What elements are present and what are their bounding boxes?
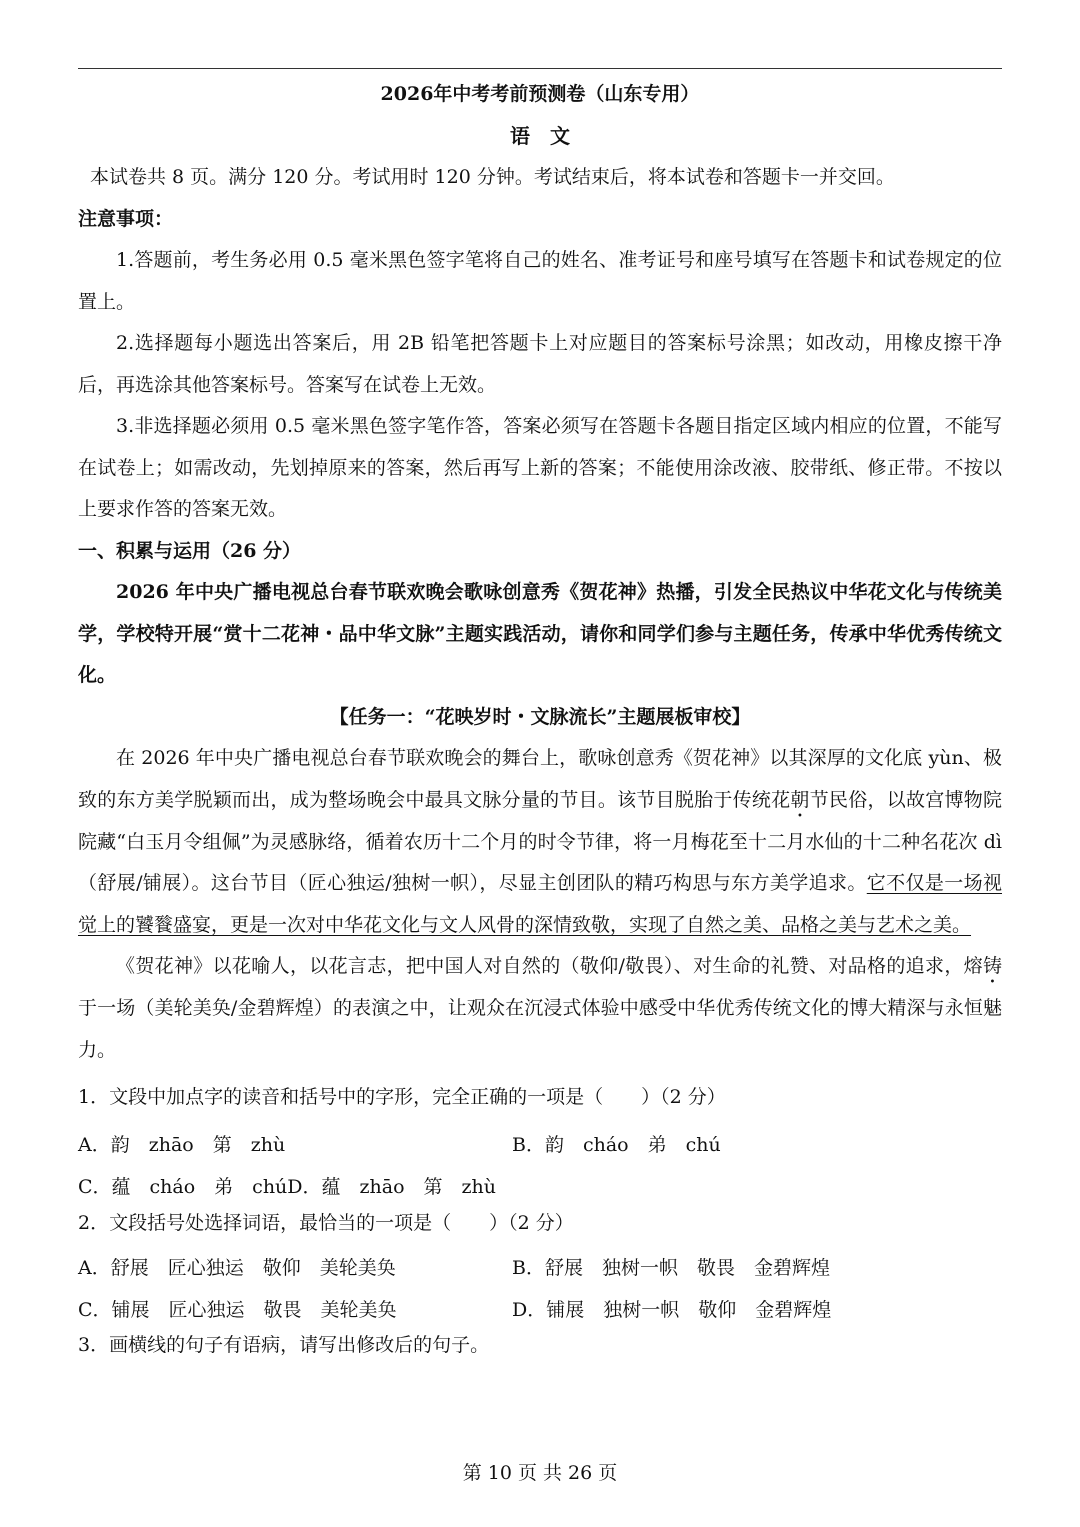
subject-title: 语文	[510, 123, 590, 148]
passage-p2-text-a: 《贺花神》以花喻人，以花言志，把中国人对自然的（敬仰/敬畏）、对生命的礼赞、对品格的追求，熔	[116, 955, 983, 977]
dotted-char-2: 铸	[982, 955, 1002, 977]
section-heading: 一、积累与运用（26 分）	[78, 539, 302, 562]
passage-p2-text-b: 于一场（美轮美奂/金碧辉煌）的表演之中，让观众在沉浸式体验中感受中华优秀传统文化的博大精深与永恒魅力。	[78, 997, 1002, 1061]
question-1-options-row-1	[78, 1125, 1002, 1167]
question-1-option-a: A．韵 zhāo 第 zhù	[78, 1133, 286, 1156]
passage-paragraph-1	[78, 738, 1002, 946]
passage-p1-text-a: 在 2026 年中央广播电视总台春节联欢晚会的舞台上，歌咏创意秀《贺花神》以其深厚的文化底 yùn、极致的东方美学脱颖而出，成为整场晚会中最具文脉分量的节目。该节目脱胎于传统花	[78, 747, 1002, 811]
question-2-options-row-1	[78, 1248, 1002, 1290]
dotted-char-1: 朝	[790, 788, 810, 811]
task1-title: 【任务一：“花映岁时・文脉流长”主题展板审校】	[329, 705, 751, 728]
question-1-option-cd: C．蕴 cháo 弟 chúD．蕴 zhāo 第 zhù	[78, 1176, 497, 1198]
exam-intro: 本试卷共 8 页。满分 120 分。考试用时 120 分钟。考试结束后，将本试卷和答题卡一并交回。	[90, 166, 895, 188]
question-2-option-a: A．舒展 匠心独运 敬仰 美轮美奂	[78, 1257, 396, 1279]
question-2-option-d: D．铺展 独树一帜 敬仰 金碧辉煌	[512, 1298, 832, 1321]
section-lead: 2026 年中央广播电视总台春节联欢晚会歌咏创意秀《贺花神》热播，引发全民热议中华花文化与传统美学，学校特开展“赏十二花神・品中华文脉”主题实践活动，请你和同学们参与主题任务，传承中华优秀传统文化。	[78, 581, 1002, 686]
question-2-option-b: B．舒展 独树一帜 敬畏 金碧辉煌	[512, 1257, 830, 1279]
notes-heading: 注意事项：	[78, 207, 174, 230]
question-2-stem: 2．文段括号处选择词语，最恰当的一项是（ ）（2 分）	[78, 1211, 574, 1234]
top-rule	[78, 68, 1002, 69]
question-1-stem: 1．文段中加点字的读音和括号中的字形，完全正确的一项是（ ）（2 分）	[78, 1086, 726, 1108]
page-footer: 第 10 页 共 26 页	[462, 1462, 618, 1484]
exam-title: 2026年中考考前预测卷（山东专用）	[380, 83, 700, 105]
note-item-1: 1.答题前，考生务必用 0.5 毫米黑色签字笔将自己的姓名、准考证号和座号填写在答题卡和试卷规定的位置上。	[78, 249, 1002, 313]
question-2-option-c: C．铺展 匠心独运 敬畏 美轮美奂	[78, 1298, 397, 1321]
exam-page	[78, 74, 1002, 1367]
question-1-option-b: B．韵 cháo 弟 chú	[512, 1133, 721, 1156]
question-3-stem: 3．画横线的句子有语病，请写出修改后的句子。	[78, 1334, 490, 1356]
underlined-sentence: 它不仅是一场视觉上的饕餮盛宴，更是一次对中华花文化与文人风骨的深情致敬，实现了自然之美、品格之美与艺术之美。	[78, 872, 1002, 936]
passage-paragraph-2	[78, 946, 1002, 1071]
passage-p1-text-b: 节民俗，以故宫博物院院藏“白玉月令组佩”为灵感脉络，循着农历十二个月的时令节律，将一月梅花至十二月水仙的十二种名花次 dì（舒展/铺展）。这台节目（匠心独运/独树一帜），尽显主创团队的精巧构思与东方美学追求。	[78, 788, 1002, 894]
note-item-3: 3.非选择题必须用 0.5 毫米黑色签字笔作答，答案必须写在答题卡各题目指定区域内相应的位置，不能写在试卷上；如需改动，先划掉原来的答案，然后再写上新的答案；不能使用涂改液、胶带纸、修正带。不按以上要求作答的答案无效。	[78, 415, 1002, 520]
note-item-2: 2.选择题每小题选出答案后，用 2B 铅笔把答题卡上对应题目的答案标号涂黑；如改动，用橡皮擦干净后，再选涂其他答案标号。答案写在试卷上无效。	[78, 332, 1002, 396]
